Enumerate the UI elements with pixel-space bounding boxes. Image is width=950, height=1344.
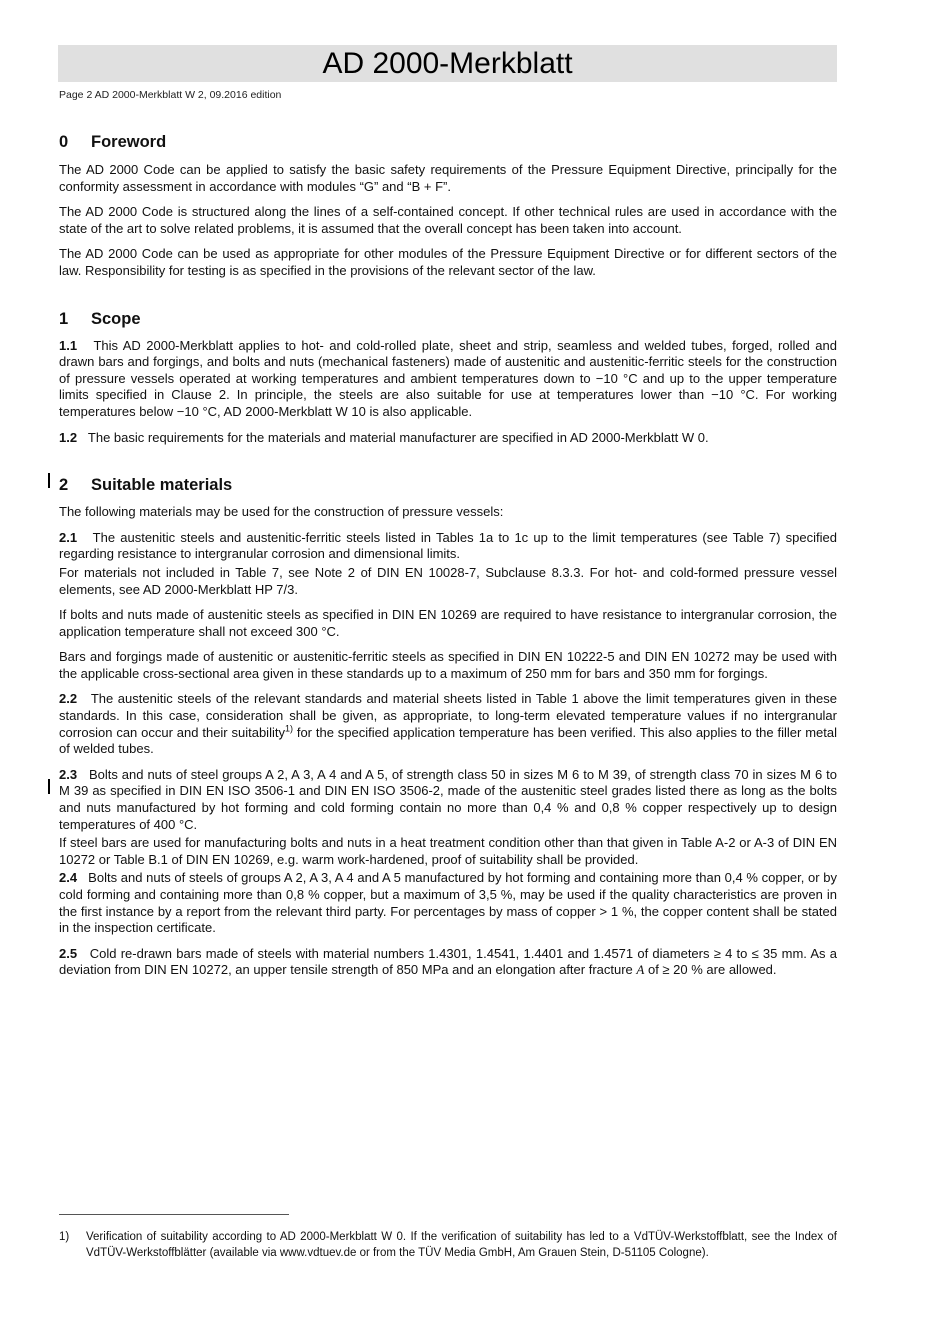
footnote-ref: 1) xyxy=(284,723,293,734)
paragraph-2-5: 2.5 Cold re-drawn bars made of steels with material numbers 1.4301, 1.4541, 1.4401 and 1.4571 of diameters ≥ 4 to ≤ 35 mm. As a deviation from DIN EN 10272, an upper tensile strength of 850 MPa and an elongation after fracture A of ≥ 20 % are allowed. xyxy=(59,945,838,978)
paragraph: The AD 2000 Code is structured along the lines of a self-contained concept. If other technical rules are used in accordance with the state of the art to solve related problems, it is assumed that the overall concept has been taken into account. xyxy=(59,204,837,236)
document-title: AD 2000-Merkblatt xyxy=(322,47,573,80)
paragraph: The AD 2000 Code can be applied to satisfy the basic safety requirements of the Pressure Equipment Directive, principally for the conformity assessment in accordance with modules “G” and “B + F”. xyxy=(59,162,837,194)
footnote xyxy=(59,1230,837,1261)
page-info: Page 2 AD 2000-Merkblatt W 2, 09.2016 edition xyxy=(59,89,282,101)
paragraph: If steel bars are used for manufacturing bolts and nuts in a heat treatment condition other than that given in Table A-2 or A-3 of DIN EN 10272 or Table B.1 of DIN EN 10269, e.g. warm work-hardened, proof of suitability shall be provided. xyxy=(59,835,837,867)
footnote-separator xyxy=(59,1214,289,1215)
section-foreword xyxy=(59,132,837,280)
section-scope xyxy=(59,309,837,447)
document-body xyxy=(59,132,837,988)
section-heading: 2 Suitable materials xyxy=(59,476,233,495)
paragraph-2-1: 2.1 The austenitic steels and austenitic-ferritic steels listed in Tables 1a to 1c up to the limit temperatures (see Table 7) specified regarding resistance to intergranular corrosion and dimensional limits. xyxy=(59,529,837,562)
paragraph-1-1: 1.1 This AD 2000-Merkblatt applies to hot- and cold-rolled plate, sheet and strip, seamless and welded tubes, forged, rolled and drawn bars and forgings, and bolts and nuts (mechanical fasteners) made of austenitic and austenitic-ferritic steels for the construction of pressure vessels operated at working temperatures and ambient temperatures down to −10 °C and up to the upper temperature limits specified in Clause 2. In principle, the steels are also suitable for use at temperatures lower than −10 °C. For working temperatures below −10 °C, AD 2000-Merkblatt W 10 is also applicable. xyxy=(59,337,837,419)
change-bar xyxy=(48,779,50,794)
paragraph-2-3: 2.3 Bolts and nuts of steel groups A 2, A 3, A 4 and A 5, of strength class 50 in sizes M 6 to M 39, of strength class 70 in sizes M 6 to M 39 as specified in DIN EN ISO 3506-1 and DIN EN ISO 3506-2, made of the austenitic steel grades listed there as long as the bolts and nuts manufactured by hot forming and cold forming contain no more than 0,4 % and 0,8 % copper respectively up to design temperatures of 400 °C. xyxy=(59,767,837,833)
paragraph: If bolts and nuts made of austenitic steels as specified in DIN EN 10269 are required to have resistance to intergranular corrosion, the application temperature shall not exceed 300 °C. xyxy=(59,607,837,639)
paragraph: The AD 2000 Code can be used as appropriate for other modules of the Pressure Equipment Directive or for different sectors of the law. Responsibility for testing is as specified in the provisions of the relevant sector of the law. xyxy=(59,246,837,278)
footnote-mark: 1) xyxy=(59,1231,70,1243)
paragraph-1-2: 1.2 The basic requirements for the materials and material manufacturer are specified in AD 2000-Merkblatt W 0. xyxy=(59,429,709,445)
paragraph: Bars and forgings made of austenitic or austenitic-ferritic steels as specified in DIN EN 10222-5 and DIN EN 10272 may be used with the applicable cross-sectional area given in these standards up to a maximum of 250 mm for bars and 350 mm for forgings. xyxy=(59,649,837,681)
paragraph: For materials not included in Table 7, see Note 2 of DIN EN 10028-7, Subclause 8.3.3. For hot- and cold-formed pressure vessel elements, see AD 2000-Merkblatt HP 7/3. xyxy=(59,564,837,597)
document-title-bar xyxy=(58,45,837,82)
section-suitable-materials xyxy=(59,475,837,979)
footnote-text: Verification of suitability according to AD 2000-Merkblatt W 0. If the verification of suitability has led to a VdTÜV-Werkstoffblatt, see the Index of VdTÜV-Werkstoffblätter (available via www.vdtuev.de or from the TÜV Media GmbH, Am Grauen Stein, D-51105 Cologne). xyxy=(86,1231,837,1259)
paragraph-2-2: 2.2 The austenitic steels of the relevant standards and material sheets listed in Table 1 above the limit temperatures given in these standards. In this case, consideration shall be given, as appropriate, to long-term elevated temperature values if no intergranular corrosion can occur and their suitability$^{1)}$ for the specified application temperature has been verified. This also applies to the filler metal of welded tubes. xyxy=(59,691,837,757)
paragraph: The following materials may be used for the construction of pressure vessels: xyxy=(59,504,504,520)
section-heading: 0 Foreword xyxy=(59,133,167,151)
paragraph-2-4: 2.4 Bolts and nuts of steels of groups A 2, A 3, A 4 and A 5 manufactured by hot forming and containing more than 0,4 % copper, or by cold forming and containing more than 0,8 % copper, but a maximum of 3,5 %, may be used if the quality characteristics are proven in the first instance by a report from the relevant third party. For percentages by mass of copper > 1 %, the copper content shall be stated in the inspection certificate. xyxy=(59,870,837,936)
section-heading: 1 Scope xyxy=(59,309,141,328)
change-bar xyxy=(48,473,50,488)
